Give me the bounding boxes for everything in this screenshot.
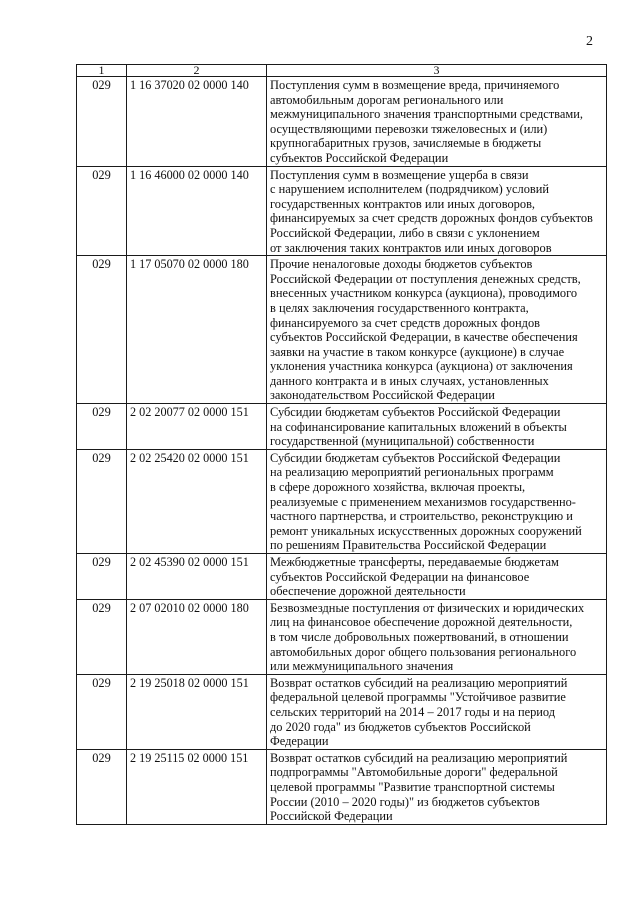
description-cell <box>267 674 607 749</box>
description-line: крупногабаритных грузов, зачисляемые в бюджеты <box>270 136 542 151</box>
description-line: частного партнерства, и строительство, реконструкцию и <box>270 509 573 524</box>
description-line: Российской Федерации <box>270 809 393 824</box>
description-cell <box>267 599 607 674</box>
budget-code-cell: 2 07 02010 02 0000 180 <box>127 599 267 674</box>
description-line: Субсидии бюджетам субъектов Российской Федерации <box>270 450 561 465</box>
table-row <box>77 749 607 824</box>
description-line: Российской Федерации от поступления денежных средств, <box>270 271 581 286</box>
admin-code-cell: 029 <box>77 166 127 256</box>
description-line: заявки на участие в таком конкурсе (аукционе) в случае <box>270 344 565 359</box>
description-line: по решениям Правительства Российской Федерации <box>270 538 547 553</box>
description-line: реализуемые с применением механизмов государственно- <box>270 494 576 509</box>
description-line: в целях заключения государственного контракта, <box>270 300 529 315</box>
admin-code-cell: 029 <box>77 674 127 749</box>
description-line: с нарушением исполнителем (подрядчиком) условий <box>270 182 550 197</box>
description-line: ремонт уникальных искусственных дорожных сооружений <box>270 523 582 538</box>
budget-code-cell: 1 16 46000 02 0000 140 <box>127 166 267 256</box>
description-line: целевой программы "Развитие транспортной системы <box>270 779 555 794</box>
description-line: государственной (муниципальной) собственности <box>270 434 535 449</box>
description-line: Прочие неналоговые доходы бюджетов субъектов <box>270 257 533 272</box>
description-line: обеспечение дорожной деятельности <box>270 584 466 599</box>
description-cell <box>267 166 607 256</box>
description-line: на софинансирование капитальных вложений в объекты <box>270 419 567 434</box>
description-cell <box>267 404 607 450</box>
description-line: в том числе добровольных пожертвований, в отношении <box>270 629 569 644</box>
table-row <box>77 77 607 167</box>
description-line: Федерации <box>270 734 329 749</box>
budget-code-cell: 2 02 25420 02 0000 151 <box>127 449 267 553</box>
admin-code-cell: 029 <box>77 749 127 824</box>
budget-codes-table <box>76 64 607 825</box>
budget-code-cell: 2 19 25115 02 0000 151 <box>127 749 267 824</box>
description-line: или межмуниципального значения <box>270 659 454 674</box>
description-line: субъектов Российской Федерации, в качестве обеспечения <box>270 330 578 345</box>
table-row <box>77 166 607 256</box>
description-line: Безвозмездные поступления от физических и юридических <box>270 600 585 615</box>
description-line: субъектов Российской Федерации <box>270 150 449 165</box>
table-header-row <box>77 65 607 77</box>
description-line: законодательством Российской Федерации <box>270 388 495 403</box>
table-row <box>77 449 607 553</box>
description-line: лиц на финансовое обеспечение дорожной деятельности, <box>270 615 573 630</box>
description-line: Возврат остатков субсидий на реализацию мероприятий <box>270 750 568 765</box>
description-line: Российской Федерации, либо в связи с уклонением <box>270 225 540 240</box>
budget-code-cell: 2 19 25018 02 0000 151 <box>127 674 267 749</box>
column-header-1: 1 <box>77 65 127 77</box>
description-line: Межбюджетные трансферты, передаваемые бюджетам <box>270 555 559 569</box>
table-row <box>77 599 607 674</box>
admin-code-cell: 029 <box>77 404 127 450</box>
description-line: Поступления сумм в возмещение ущерба в связи <box>270 167 529 182</box>
description-line: автомобильных дорог общего пользования регионального <box>270 644 577 659</box>
column-header-3: 3 <box>267 65 607 77</box>
description-cell <box>267 749 607 824</box>
description-line: Возврат остатков субсидий на реализацию мероприятий <box>270 675 568 690</box>
admin-code-cell: 029 <box>77 77 127 167</box>
description-cell <box>267 77 607 167</box>
description-line: финансируемого за счет средств дорожных фондов <box>270 315 540 330</box>
table-row <box>77 554 607 600</box>
description-line: уклонения участника конкурса (аукциона) от заключения <box>270 359 573 374</box>
table-row <box>77 404 607 450</box>
admin-code-cell: 029 <box>77 449 127 553</box>
admin-code-cell: 029 <box>77 599 127 674</box>
table-row <box>77 256 607 404</box>
admin-code-cell: 029 <box>77 554 127 600</box>
description-line: сельских территорий на 2014 – 2017 годы и на период <box>270 704 556 719</box>
description-cell <box>267 256 607 404</box>
description-line: внесенных участником конкурса (аукциона), проводимого <box>270 286 578 301</box>
description-line: России (2010 – 2020 годы)" из бюджетов субъектов <box>270 794 540 809</box>
page-number: 2 <box>586 34 593 49</box>
description-line: государственных контрактов или иных договоров, <box>270 196 536 211</box>
description-cell <box>267 554 607 600</box>
description-line: подпрограммы "Автомобильные дороги" федеральной <box>270 765 558 780</box>
description-line: федеральной целевой программы "Устойчивое развитие <box>270 690 566 705</box>
description-line: автомобильным дорогам регионального или <box>270 92 504 107</box>
admin-code-cell: 029 <box>77 256 127 404</box>
budget-code-cell: 1 16 37020 02 0000 140 <box>127 77 267 167</box>
description-line: Субсидии бюджетам субъектов Российской Федерации <box>270 405 561 420</box>
description-line: финансируемых за счет средств дорожных фондов субъектов <box>270 211 593 226</box>
table-row <box>77 674 607 749</box>
description-line: осуществляющими перевозки тяжеловесных и (или) <box>270 121 548 136</box>
description-line: до 2020 года" из бюджетов субъектов Российской <box>270 719 531 734</box>
column-header-2: 2 <box>127 65 267 77</box>
budget-code-cell: 1 17 05070 02 0000 180 <box>127 256 267 404</box>
description-line: данного контракта и в иных случаях, установленных <box>270 373 549 388</box>
description-line: на реализацию мероприятий региональных программ <box>270 465 554 480</box>
budget-code-cell: 2 02 45390 02 0000 151 <box>127 554 267 600</box>
description-line: межмуниципального значения транспортными средствами, <box>270 107 583 122</box>
description-line: субъектов Российской Федерации на финансовое <box>270 569 530 584</box>
description-line: в сфере дорожного хозяйства, включая проекты, <box>270 480 526 495</box>
description-cell <box>267 449 607 553</box>
budget-code-cell: 2 02 20077 02 0000 151 <box>127 404 267 450</box>
description-line: Поступления сумм в возмещение вреда, причиняемого <box>270 78 560 92</box>
description-line: от заключения таких контрактов или иных договоров <box>270 240 552 255</box>
